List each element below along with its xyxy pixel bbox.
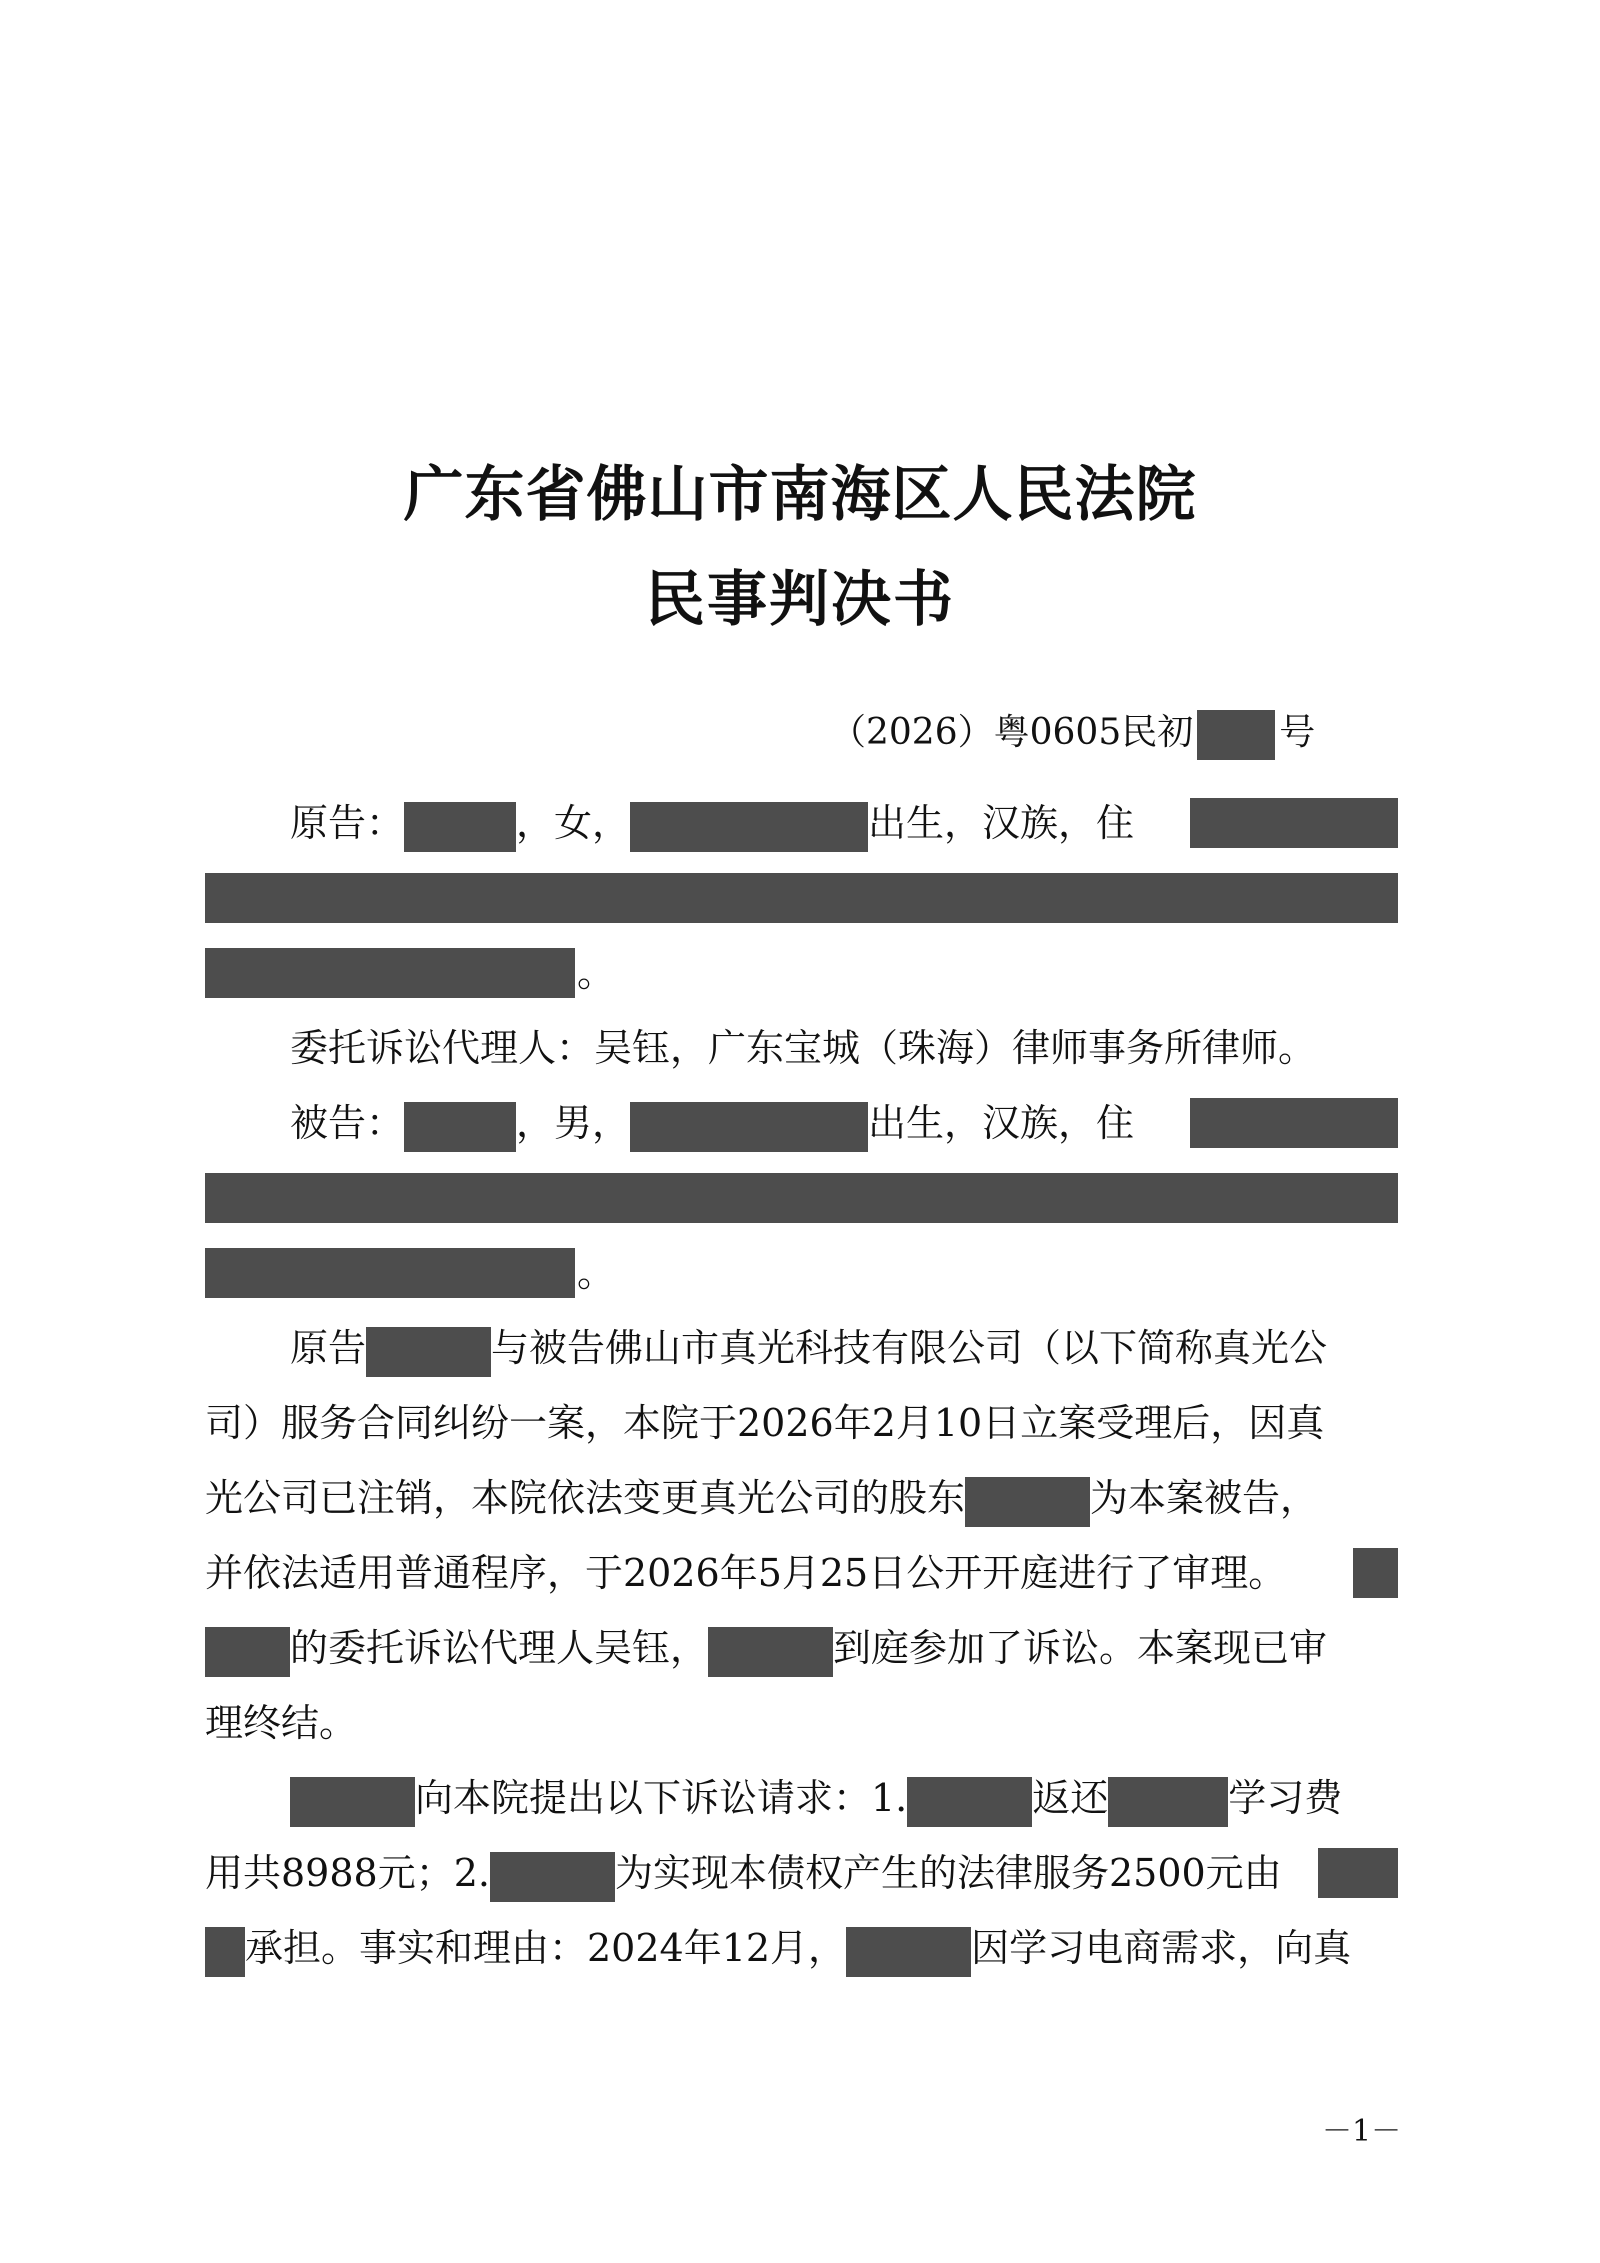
body-text: 学习费 bbox=[1228, 1776, 1343, 1820]
defendant-line bbox=[290, 1098, 1134, 1152]
document-type-title: 民事判决书 bbox=[645, 565, 955, 635]
plaintiff-label: 原告： bbox=[290, 801, 405, 845]
case-number-suffix: 号 bbox=[1279, 712, 1316, 753]
redaction-block bbox=[907, 1777, 1032, 1827]
body-text: 返还 bbox=[1032, 1776, 1109, 1820]
defendant-label: 被告： bbox=[290, 1101, 405, 1145]
redaction-block bbox=[205, 873, 1398, 923]
plaintiff-end: 。 bbox=[577, 951, 616, 995]
redaction-block bbox=[1108, 1777, 1228, 1827]
redaction-block bbox=[404, 1102, 516, 1152]
court-name: 广东省佛山市南海区人民法院 bbox=[403, 460, 1197, 530]
body-text: 为本案被告， bbox=[1090, 1476, 1319, 1520]
redaction-block bbox=[290, 1777, 415, 1827]
redaction-block bbox=[630, 802, 868, 852]
defendant-gender: ，男， bbox=[516, 1101, 631, 1145]
redaction-block bbox=[205, 1173, 1398, 1223]
defendant-birth-address: 出生，汉族，住 bbox=[868, 1101, 1135, 1145]
redaction-block bbox=[965, 1477, 1090, 1527]
body-line: 理终结。 bbox=[205, 1701, 358, 1745]
redaction-block bbox=[630, 1102, 868, 1152]
redaction-block bbox=[404, 802, 516, 852]
body-line: 司）服务合同纠纷一案，本院于2026年2月10日立案受理后，因真 bbox=[205, 1401, 1325, 1445]
redaction-block bbox=[1197, 710, 1275, 760]
agent-line: 委托诉讼代理人：吴钰，广东宝城（珠海）律师事务所律师。 bbox=[290, 1026, 1317, 1070]
redaction-block bbox=[708, 1627, 833, 1677]
redaction-block bbox=[205, 948, 575, 998]
redaction-block bbox=[846, 1927, 971, 1977]
defendant-end: 。 bbox=[577, 1251, 616, 1295]
body-text: 承担。事实和理由：2024年12月， bbox=[245, 1926, 847, 1970]
body-text: 到庭参加了诉讼。本案现已审 bbox=[833, 1626, 1328, 1670]
body-text: 因学习电商需求，向真 bbox=[971, 1926, 1352, 1970]
redaction-block bbox=[1353, 1548, 1398, 1598]
plaintiff-gender: ，女， bbox=[516, 801, 631, 845]
plaintiff-line bbox=[290, 798, 1134, 852]
body-text: 向本院提出以下诉讼请求：1. bbox=[415, 1776, 908, 1820]
case-number bbox=[830, 708, 1315, 760]
page-number: －1－ bbox=[1322, 2114, 1402, 2149]
body-text: 与被告佛山市真光科技有限公司（以下简称真光公 bbox=[491, 1326, 1328, 1370]
body-line bbox=[290, 1323, 1327, 1377]
body-line bbox=[290, 1773, 1342, 1827]
body-text: 的委托诉讼代理人吴钰， bbox=[290, 1626, 709, 1670]
body-line bbox=[205, 1848, 1282, 1902]
body-line bbox=[205, 1923, 1351, 1977]
body-text: 原告 bbox=[290, 1326, 367, 1370]
redaction-block bbox=[366, 1327, 491, 1377]
case-number-prefix: （2026）粤0605民初 bbox=[830, 712, 1194, 753]
plaintiff-birth-address: 出生，汉族，住 bbox=[868, 801, 1135, 845]
redaction-block bbox=[1190, 798, 1398, 848]
redaction-block bbox=[205, 1248, 575, 1298]
body-text: 光公司已注销，本院依法变更真光公司的股东 bbox=[205, 1476, 966, 1520]
body-line bbox=[205, 1473, 1318, 1527]
body-text: 为实现本债权产生的法律服务2500元由 bbox=[614, 1851, 1282, 1895]
body-text: 用共8988元；2. bbox=[205, 1851, 490, 1895]
redaction-block bbox=[205, 1627, 290, 1677]
redaction-block bbox=[1190, 1098, 1398, 1148]
body-line bbox=[205, 1623, 1327, 1677]
redaction-block bbox=[1318, 1848, 1398, 1898]
body-line: 并依法适用普通程序，于2026年5月25日公开开庭进行了审理。 bbox=[205, 1551, 1287, 1595]
redaction-block bbox=[490, 1852, 615, 1902]
redaction-block bbox=[205, 1927, 245, 1977]
